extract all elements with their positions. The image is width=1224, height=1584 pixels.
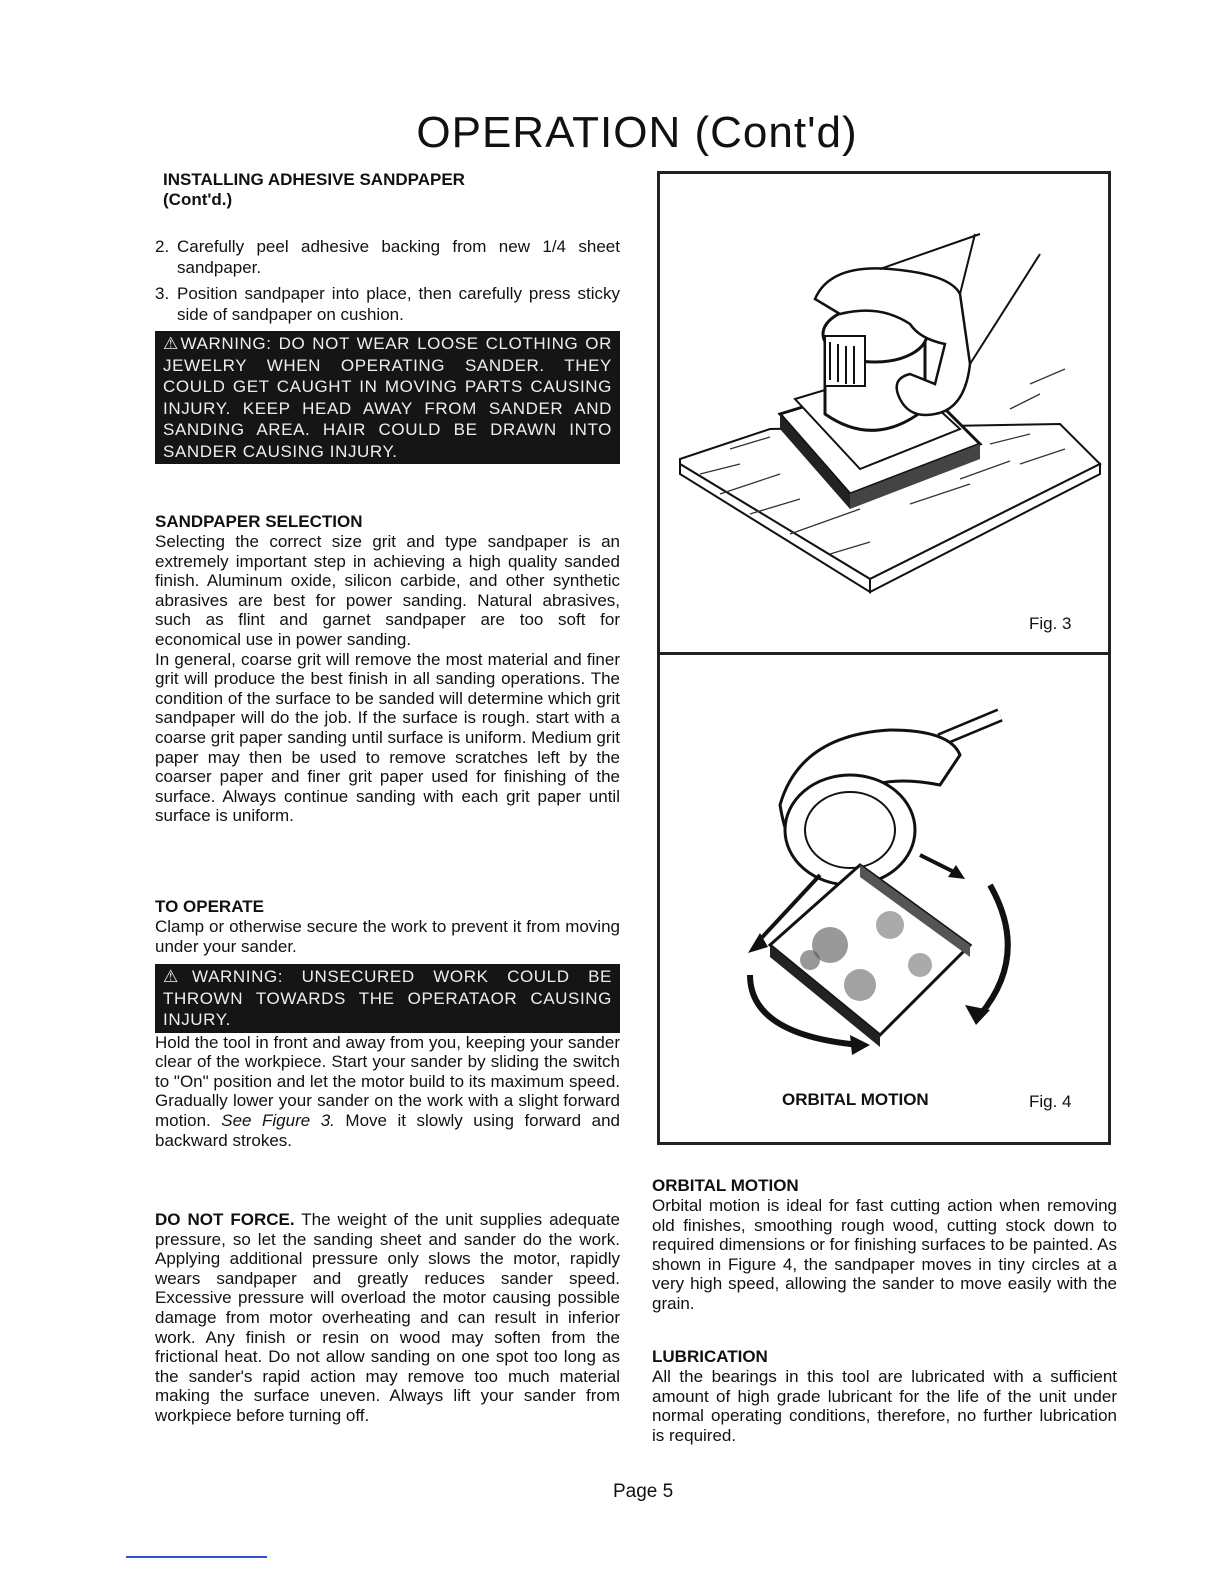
fig4-label: Fig. 4 — [1029, 1092, 1072, 1111]
warning-loose-clothing: ⚠WARNING: DO NOT WEAR LOOSE CLOTHING OR JEWELRY WHEN OPERATING SANDER. THEY COULD GET CAUGHT IN MOVING PARTS CAUSING INJURY. KEEP HEAD AWAY FROM SANDER AND SANDING AREA. HAIR COULD BE DRAWN INTO SANDER CAUSING INJURY. — [155, 331, 620, 464]
step-2 — [155, 236, 620, 278]
to-operate-section — [155, 897, 620, 1150]
sandpaper-selection-heading: SANDPAPER SELECTION — [155, 512, 363, 531]
orbital-motion-section — [652, 1176, 1117, 1314]
warning-unsecured-work: ⚠WARNING: UNSECURED WORK COULD BE THROWN TOWARDS THE OPERATAOR CAUSING INJURY. — [155, 964, 620, 1033]
step-number: 3. — [155, 284, 170, 303]
lubrication-section — [652, 1347, 1117, 1445]
sandpaper-selection-para2: In general, coarse grit will remove the most material and finer grit will produce the best finish in all sanding operations. The condition of the surface to be sanded will determine which grit sandpaper will do the job. If the surface is rough. start with a coarse grit paper sanding until surface is uniform. Medium grit paper may then be used to remove scratches left by the coarser paper and finer grit paper used for finishing of the surface. Always continue sanding with each grit paper until surface is uniform. — [155, 649, 620, 826]
to-operate-heading: TO OPERATE — [155, 897, 264, 916]
orbital-motion-illustration — [660, 655, 1108, 1142]
figure-3 — [657, 171, 1111, 655]
orbital-motion-heading: ORBITAL MOTION — [652, 1176, 799, 1195]
lubrication-text: All the bearings in this tool are lubricated with a sufficient amount of high grade lubricant for the life of the unit under normal operating conditions, therefore, no further lubrication is required. — [652, 1367, 1117, 1445]
step-3 — [155, 283, 620, 325]
do-not-force-para — [155, 1210, 620, 1426]
figure-reference: See Figure 3. — [221, 1111, 335, 1131]
installing-section — [155, 170, 620, 464]
do-not-force-lead: DO NOT FORCE. — [155, 1210, 295, 1229]
figure-4 — [657, 652, 1111, 1145]
lubrication-heading: LUBRICATION — [652, 1347, 768, 1366]
sander-on-wood-illustration — [660, 174, 1108, 652]
page-number: Page 5 — [613, 1481, 674, 1502]
fig4-caption: ORBITAL MOTION — [782, 1090, 929, 1109]
page-title: OPERATION (Cont'd) — [416, 108, 858, 157]
step-text: Position sandpaper into place, then carefully press sticky side of sandpaper on cushion. — [177, 284, 620, 324]
fig3-label: Fig. 3 — [1029, 614, 1072, 633]
to-operate-para2 — [155, 1033, 620, 1151]
sandpaper-selection-para1: Selecting the correct size grit and type sandpaper is an extremely important step in achieving a high quality sanded finish. Aluminum oxide, silicon carbide, and other synthetic abrasives are best for power sanding. Natural abrasives, such as flint and garnet sandpaper are too soft for economical use in power sanding. — [155, 532, 620, 649]
step-text: Carefully peel adhesive backing from new 1/4 sheet sandpaper. — [177, 237, 620, 277]
blue-underline-mark — [126, 1556, 267, 1558]
installing-heading-cont: (Cont'd.) — [163, 190, 233, 209]
to-operate-text: Hold the tool in front and away from you, keeping your sander clear of the workpiece. Start your sander by sliding the switch to "On" position and let the motor build to its maximum speed. Gradually lower your sander on the work with a slight forward motion. — [155, 1032, 620, 1131]
sandpaper-selection-section — [155, 512, 620, 826]
do-not-force-section — [155, 1210, 620, 1426]
do-not-force-text: The weight of the unit supplies adequate pressure, so let the sanding sheet and sander do the work. Applying additional pressure only slows the motor, rapidly wears sandpaper and greatly reduces sander speed. Excessive pressure will overload the motor causing possible damage from motor overheating and can result in inferior work. Any finish or resin on wood may soften from the frictional heat. Do not allow sanding on one spot too long as the sander's rapid action may remove too much material making the surface uneven. Always lift your sander from workpiece before turning off. — [155, 1210, 620, 1425]
to-operate-para1: Clamp or otherwise secure the work to prevent it from moving under your sander. — [155, 917, 620, 956]
orbital-motion-text: Orbital motion is ideal for fast cutting action when removing old finishes, smoothing rough wood, cutting stock down to required dimensions or for finishing surfaces to be painted. As shown in Figure 4, the sandpaper moves in tiny circles at a very high speed, allowing the sander to move easily with the grain. — [652, 1196, 1117, 1313]
step-number: 2. — [155, 237, 170, 256]
installing-heading: INSTALLING ADHESIVE SANDPAPER — [163, 170, 465, 189]
to-operate-text-end: Move it slowly using forward and backward strokes. — [155, 1111, 620, 1150]
